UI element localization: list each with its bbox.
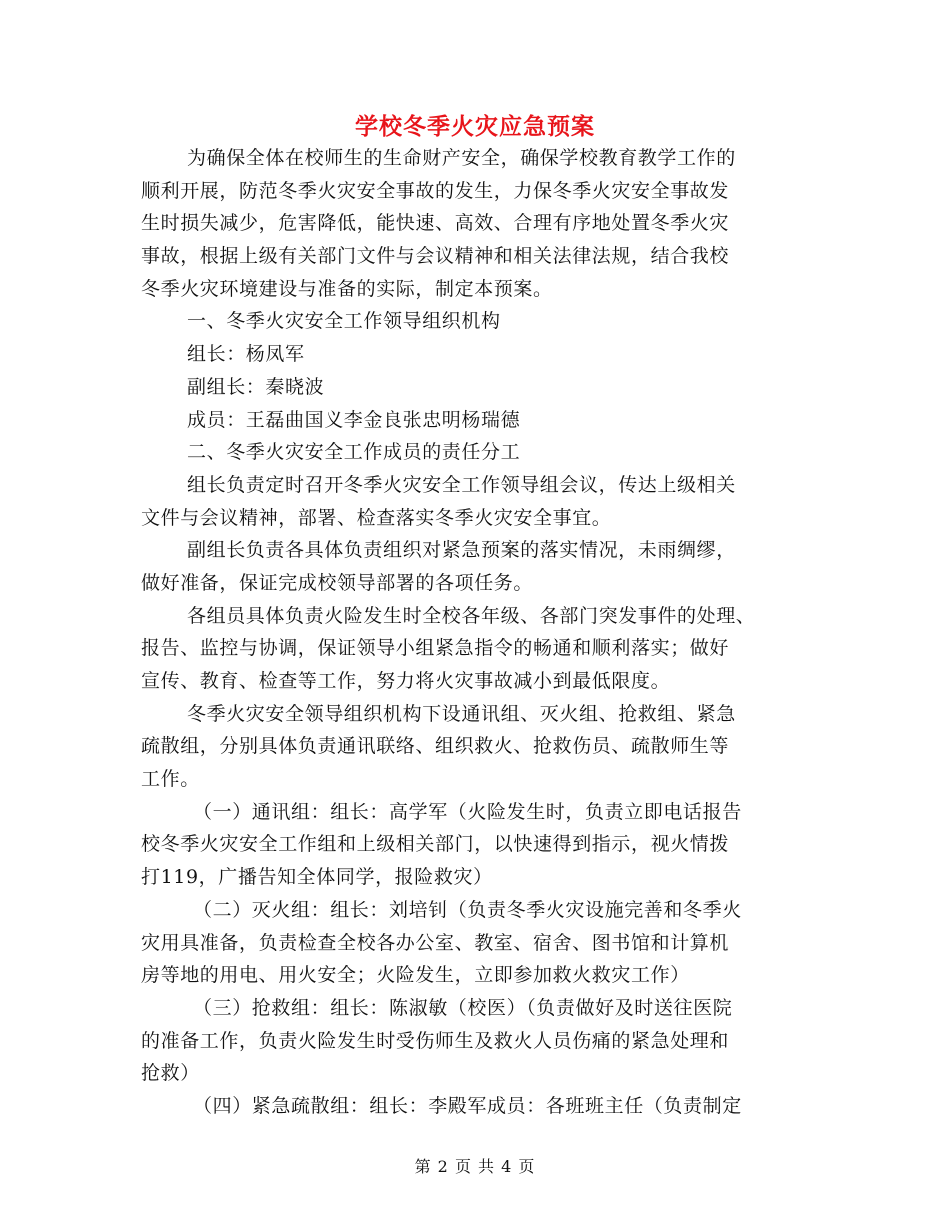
paragraph-line: 冬季火灾环境建设与准备的实际，制定本预案。 — [141, 277, 553, 300]
section-heading: 二、冬季火灾安全工作成员的责任分工 — [187, 441, 521, 464]
paragraph-line: 组长负责定时召开冬季火灾安全工作领导组会议，传达上级相关 — [187, 473, 736, 496]
document-title: 学校冬季火灾应急预案 — [355, 113, 595, 140]
paragraph-line: 疏散组，分别具体负责通讯联络、组织救火、抢救伤员、疏散师生等 — [141, 735, 730, 758]
paragraph-line: 生时损失减少，危害降低，能快速、高效、合理有序地处置冬季火灾 — [141, 212, 730, 235]
paragraph-line: 成员：王磊曲国义李金良张忠明杨瑞德 — [187, 408, 521, 431]
section-heading: 一、冬季火灾安全工作领导组织机构 — [187, 310, 501, 333]
paragraph-line: 副组长负责各具体负责组织对紧急预案的落实情况，未雨绸缪， — [187, 539, 736, 562]
paragraph-line: 打119，广播告知全体同学，报险救灾） — [141, 866, 493, 889]
paragraph-line: （一）通讯组：组长：高学军（火险发生时，负责立即电话报告 — [193, 800, 742, 823]
paragraph-line: （四）紧急疏散组：组长：李殿军成员：各班班主任（负责制定 — [193, 1094, 742, 1117]
paragraph-line: 做好准备，保证完成校领导部署的各项任务。 — [141, 571, 534, 594]
paragraph-line: 灾用具准备，负责检查全校各办公室、教室、宿舍、图书馆和计算机 — [141, 931, 730, 954]
paragraph-line: 冬季火灾安全领导组织机构下设通讯组、灭火组、抢救组、紧急 — [187, 702, 736, 725]
paragraph-line: 事故，根据上级有关部门文件与会议精神和相关法律法规，结合我校 — [141, 245, 730, 268]
paragraph-line: 文件与会议精神，部署、检查落实冬季火灾安全事宜。 — [141, 506, 612, 529]
paragraph-line: 报告、监控与协调，保证领导小组紧急指令的畅通和顺利落实；做好 — [141, 637, 730, 660]
paragraph-line: （二）灭火组：组长：刘培钊（负责冬季火灾设施完善和冬季火 — [193, 898, 742, 921]
paragraph-line: 校冬季火灾安全工作组和上级相关部门，以快速得到指示，视火情拨 — [141, 833, 730, 856]
paragraph-line: 顺利开展，防范冬季火灾安全事故的发生，力保冬季火灾安全事故发 — [141, 179, 730, 202]
paragraph-line: 宣传、教育、检查等工作，努力将火灾事故减小到最低限度。 — [141, 670, 671, 692]
paragraph-line: 工作。 — [141, 768, 200, 791]
paragraph-line: 抢救） — [141, 1062, 200, 1085]
document-body — [141, 142, 821, 1123]
page-number-footer: 第 2 页 共 4 页 — [414, 1157, 536, 1176]
paragraph-line: 组长：杨凤军 — [187, 343, 305, 366]
paragraph-line: 的准备工作，负责火险发生时受伤师生及救火人员伤痛的紧急处理和 — [141, 1029, 730, 1052]
paragraph-line: 副组长：秦晓波 — [187, 375, 325, 398]
paragraph-line: 为确保全体在校师生的生命财产安全，确保学校教育教学工作的 — [187, 147, 736, 169]
paragraph-line: （三）抢救组：组长：陈淑敏（校医）（负责做好及时送往医院 — [193, 996, 733, 1019]
paragraph-line: 房等地的用电、用火安全；火险发生，立即参加救火救灾工作） — [141, 964, 690, 987]
paragraph-line: 各组员具体负责火险发生时全校各年级、各部门突发事件的处理、 — [187, 604, 756, 627]
